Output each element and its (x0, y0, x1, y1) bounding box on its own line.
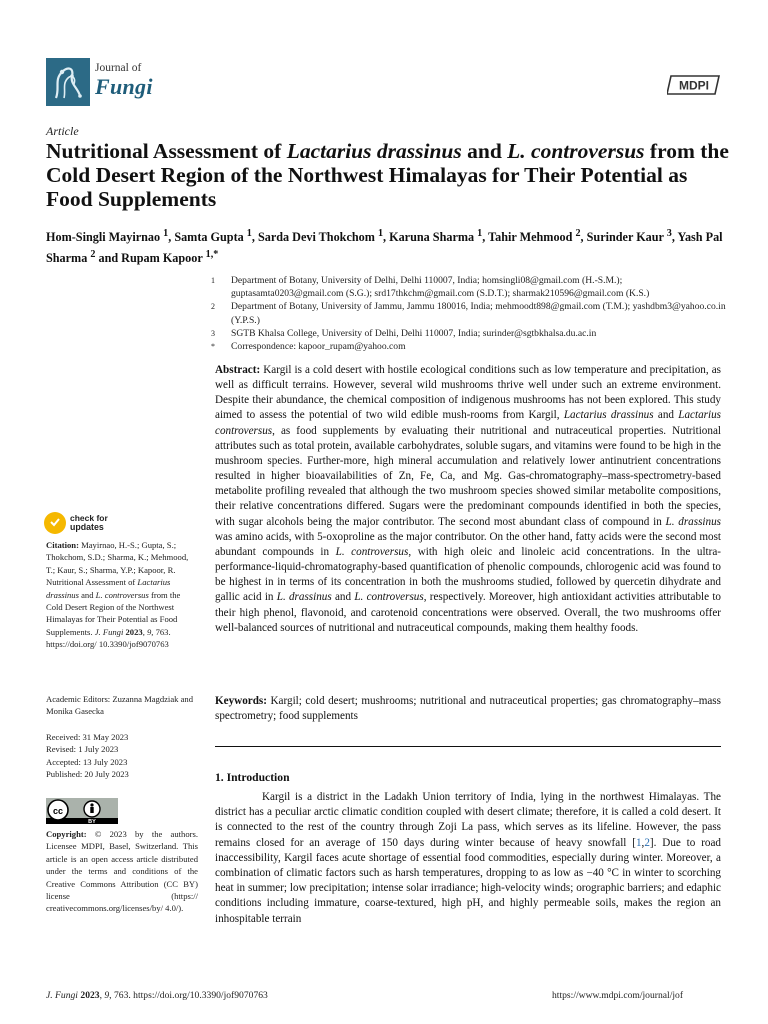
author-list: Hom-Singli Mayirnao $^1$, Samta Gupta $^1$, Sarda Devi Thokchom $^1$, Karuna Sharma $^1$, Tahir Mehmood $^2$, Surinder Kaur $^3$, Yash Pal Sharma $^2$ and Rupam Kapoor $^{1,*}$ (46, 228, 723, 266)
title-part-3: from the Cold Desert Region of the Northwest Himalayas for Their Potential as Food Supplements (46, 139, 729, 211)
title-species-1: Lactarius drassinus (286, 139, 462, 163)
cc-by-license-icon[interactable] (46, 798, 118, 824)
date-accepted: Accepted: 13 July 2023 (46, 756, 128, 767)
check-updates-line2: updates (70, 522, 104, 532)
footer-citation: J. Fungi 2023, 9, 763. https://doi.org/10.3390/jof9070763 (46, 990, 268, 1001)
mdpi-logo-icon[interactable] (667, 72, 723, 98)
svg-text:cc: cc (52, 806, 64, 816)
copyright-notice: Copyright: © 2023 by the authors. Licensee MDPI, Basel, Switzerland. This article is an open access article distributed under the terms and conditions of the Creative Commons Attribution (CC BY) license (https:// creativecommons.org/licenses/by/ 4.0/). (46, 829, 198, 914)
introduction-paragraph: Kargil is a district in the Ladakh Union territory of India, lying in the northwest Himalayas. The district has a peculiar arctic climatic condition coupled with desert climate; therefore, it is called a cold desert. It is connected to the rest of the country through Zoji La pass, which serves as its lifeline. However, the pass remains closed for an average of 150 days during winter because of heavy snowfall [1,2]. Due to road inaccessibility, Kargil faces acute shortage of essential food commodities, especially during winter. Moreover, a combination of climatic factors such as harsh temperatures, dropping to as low as −40 °C in winter to scorching heat in summer; low precipitation; intense solar irradiance; high-velocity winds; orographic barriers; and edaphic conditions including immature, coarse-textured, high pH, and highly permeable soils, makes the region an inhospitable terrain (215, 791, 721, 925)
abstract (215, 363, 721, 636)
publication-dates (46, 731, 198, 781)
footer-journal-url[interactable]: https://www.mdpi.com/journal/jof (552, 990, 684, 1001)
journal-name: Fungi (95, 74, 153, 99)
date-received: Received: 31 May 2023 (46, 732, 129, 742)
journal-logo-icon (46, 58, 90, 106)
academic-editors: Academic Editors: Zuzanna Magdziak and Monika Gasecka (46, 694, 193, 717)
affiliations (211, 274, 731, 353)
title-part-1: Nutritional Assessment of (46, 139, 287, 163)
mdpi-logo-text: MDPI (679, 78, 709, 93)
section-divider (215, 746, 721, 747)
journal-of-label: Journal of (95, 62, 142, 74)
date-published: Published: 20 July 2023 (46, 769, 129, 780)
title-species-2: L. controversus (507, 139, 645, 163)
abstract-label: Abstract: (215, 364, 261, 376)
affiliation-1: 1 Department of Botany, University of Delhi, Delhi 110007, India; homsingli08@gmail.com (H.-S.M.); guptasamta0203@gmail.com (S.G.); srd17thkchm@gmail.com (S.D.T.); sharmak210596@gmail.com (K.S.) (211, 275, 650, 300)
title-part-2: and (461, 139, 508, 163)
article-type: Article (46, 124, 79, 138)
keywords-label: Keywords: (215, 695, 267, 707)
cc-by-label: BY (88, 819, 96, 824)
citation-block: Citation: Mayirnao, H.-S.; Gupta, S.; Thokchom, S.D.; Sharma, K.; Mehmood, T.; Kaur, S.; Sharma, Y.P.; Kapoor, R. Nutritional Assessment of Lactarius drassinus and L. controversus from the Cold Desert Region of the Northwest Himalayas for Their Potential as Food Supplements. J. Fungi 2023, 9, 763. https://doi.org/ 10.3390/jof9070763 (46, 540, 189, 650)
abstract-text: Kargil is a cold desert with hostile ecological conditions such as low temperature and precipitation, as well as difficult terrains. However, several wild mushrooms thrive well under such an extreme environment. Despite their abundance, the chemical composition of indigenous mushrooms has not been explored. This study aimed to assess the potential of two wild edible mush-rooms from Kargil, Lactarius drassinus and Lactarius controversus, as food supplements by evaluating their nutritional and nutraceutical properties. Nutritional attributes such as total protein, available carbohydrates, soluble sugars, and vitamins were found to be high in the mushroom species. Further-more, high mineral accumulation and relatively lower antinutrient concentrations resulted in higher bioavailabilities of Zn, Fe, Ca, and Mg. Gas-chromatography–mass-spectrometry-based metabolite profiling revealed that although the two mushroom species showed similar metabolite compositions, their relative concentrations differed. Sugars were the predominant compounds identified in both the species, with sugar alcohols being the major contributor. The second most abundant class of compound in L. drassinus was amino acids, with 5-oxoproline as the major contributor. On the other hand, fatty acids were the second most abundant compounds in L. controversus, with high oleic and linoleic acid concentrations. In the ultra-performance-liquid-chromatography-based quantification of phenolic compounds, chlorogenic acid was found to be highest in in terms of its concentration in both the mushrooms studied, followed by quercetin dihydrate and gallic acid in L. drassinus and L. controversus, respectively. Moreover, high antioxidant activities attributable to their high phenol, flavonoid, and carotenoid concentrations were observed. Overall, the two mushrooms offer well-balanced sources of nutritional and nutraceutical compounds, making them healthy foods. (215, 364, 722, 634)
check-for-updates-button[interactable] (44, 512, 144, 534)
date-revised: Revised: 1 July 2023 (46, 744, 119, 755)
check-updates-badge (44, 512, 66, 534)
keywords (215, 694, 721, 724)
affiliation-2: 2 Department of Botany, University of Jammu, Jammu 180016, India; mehmoodt898@gmail.com (T.M.); yashdbm3@yahoo.co.in (Y.P.S.) (211, 301, 726, 326)
checkmark-icon (49, 516, 61, 528)
keywords-text: Kargil; cold desert; mushrooms; nutritional and nutraceutical properties; gas chromatography–mass spectrometry; food supplements (215, 695, 721, 723)
affiliation-3: 3 SGTB Khalsa College, University of Delhi, Delhi 110007, India; surinder@sgtbkhalsa.du.ac.in (211, 327, 597, 339)
article-title (46, 139, 736, 211)
check-updates-line1: check for (70, 513, 108, 523)
correspondence: * Correspondence: kapoor_rupam@yahoo.com (211, 341, 406, 353)
section-heading-introduction: 1. Introduction (215, 771, 290, 784)
